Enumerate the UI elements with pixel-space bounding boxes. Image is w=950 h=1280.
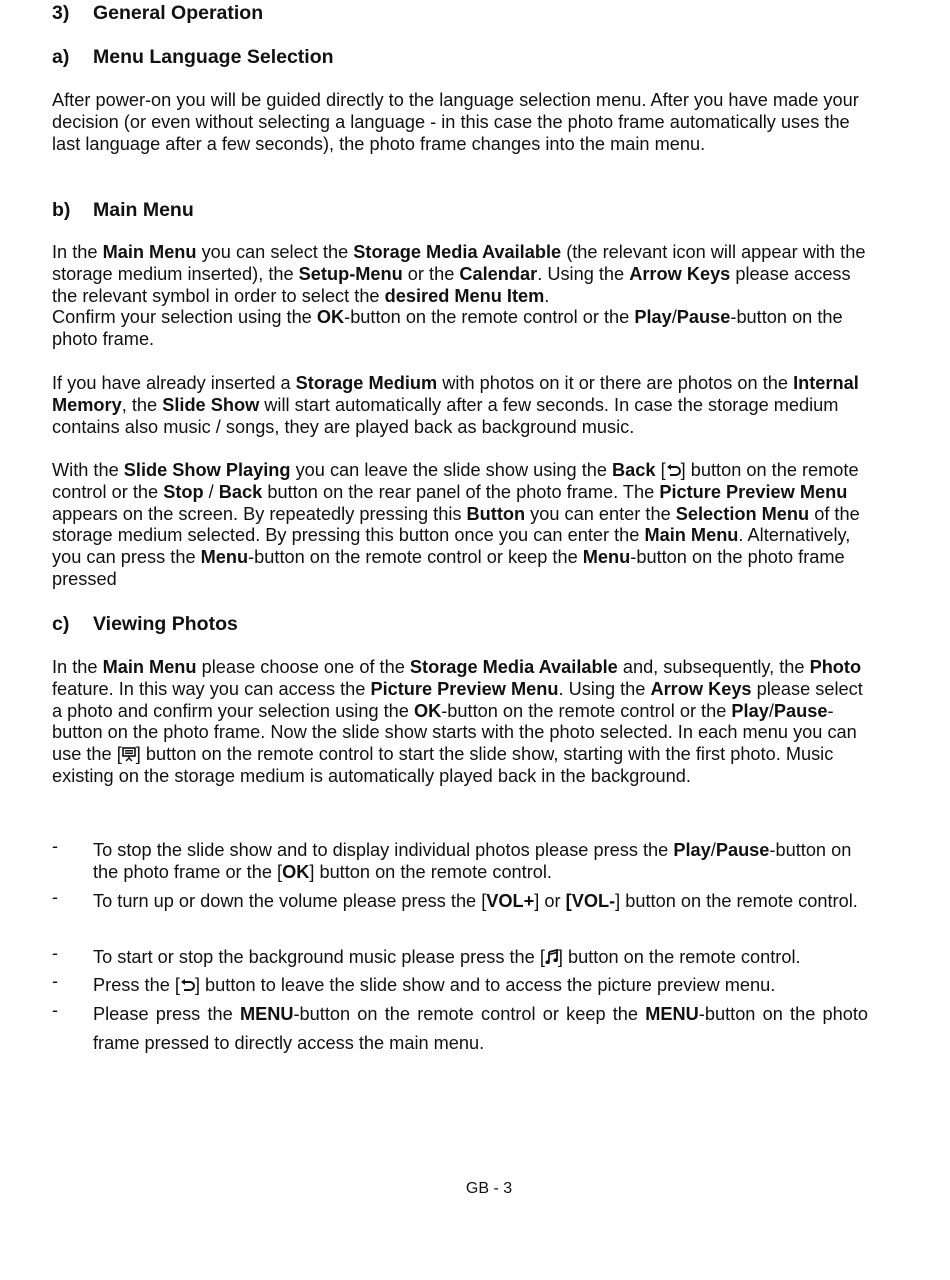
back-arrow-icon	[180, 978, 195, 993]
list-item: - Please press the MENU-button on the remote control or keep the MENU-button on the photo frame pressed to directly access the main menu.	[52, 1000, 868, 1058]
section-heading-general-operation	[52, 0, 263, 26]
bullet-dash: -	[52, 971, 59, 991]
back-arrow-icon	[666, 463, 681, 478]
paragraph-viewing-photos: In the Main Menu please choose one of the Storage Media Available and, subsequently, the Photo feature. In this way you can access the Picture Preview Menu. Using the Arrow Keys please select a photo and confirm your selection using the OK-button on the remote control or the Play/Pause-button on the photo frame. Now the slide show starts with the photo selected. In each menu you can use the [ ] button on the remote control to start the slide show, starting with the first photo. Music existing on the storage medium is automatically played back in the background.	[52, 657, 863, 786]
section-title: Menu Language Selection	[93, 46, 334, 68]
list-item: - To turn up or down the volume please press the [VOL+] or [VOL-] button on the remote control.	[52, 887, 868, 916]
section-title: Main Menu	[93, 199, 194, 221]
list-item: - Press the [ ] button to leave the slide show and to access the picture preview menu.	[52, 972, 868, 998]
section-heading-menu-language	[52, 44, 334, 70]
list-item: - To start or stop the background music please press the [ ] button on the remote control.	[52, 944, 868, 970]
section-heading-main-menu	[52, 197, 194, 223]
paragraph-main-menu-2: If you have already inserted a Storage Medium with photos on it or there are photos on the Internal Memory, the Slide Show will start automatically after a few seconds. In case the storage medium contains also music / songs, they are played back as background music.	[52, 373, 859, 437]
paragraph-main-menu-3: With the Slide Show Playing you can leave the slide show using the Back [ ] button on the remote control or the Stop / Back button on the rear panel of the photo frame. The Picture Preview Menu appears on the screen. By repeatedly pressing this Button you can enter the Selection Menu of the storage medium selected. By pressing this button once you can enter the Main Menu. Alternatively, you can press the Menu-button on the remote control or keep the Menu-button on the photo frame pressed	[52, 460, 860, 589]
bullet-dash: -	[52, 1000, 59, 1020]
music-note-icon	[545, 949, 558, 965]
page-number: GB - 3	[465, 1180, 513, 1197]
bullet-dash: -	[52, 836, 59, 856]
section-number: b)	[52, 199, 71, 221]
bullet-dash: -	[52, 943, 59, 963]
list-item: - To stop the slide show and to display individual photos please press the Play/Pause-button on the photo frame or the [OK] button on the remote control.	[52, 836, 852, 882]
slideshow-icon	[122, 747, 136, 762]
section-heading-viewing-photos	[52, 611, 238, 637]
section-number: c)	[52, 613, 70, 635]
section-title: Viewing Photos	[93, 613, 238, 635]
section-number: 3)	[52, 2, 70, 24]
paragraph-main-menu-1: In the Main Menu you can select the Storage Media Available (the relevant icon will appear with the storage medium inserted), the Setup-Menu or the Calendar. Using the Arrow Keys please access the relevant symbol in order to select the desired Menu Item. Confirm your selection using the OK-button on the remote control or the Play/Pause-button on the photo frame.	[52, 242, 866, 350]
bullet-dash: -	[52, 887, 59, 907]
section-number: a)	[52, 46, 70, 68]
section-title: General Operation	[93, 2, 264, 24]
paragraph-language-selection: After power-on you will be guided directly to the language selection menu. After you have made your decision (or even without selecting a language - in this case the photo frame automatically uses the last language after a few seconds), the photo frame changes into the main menu.	[52, 90, 859, 154]
